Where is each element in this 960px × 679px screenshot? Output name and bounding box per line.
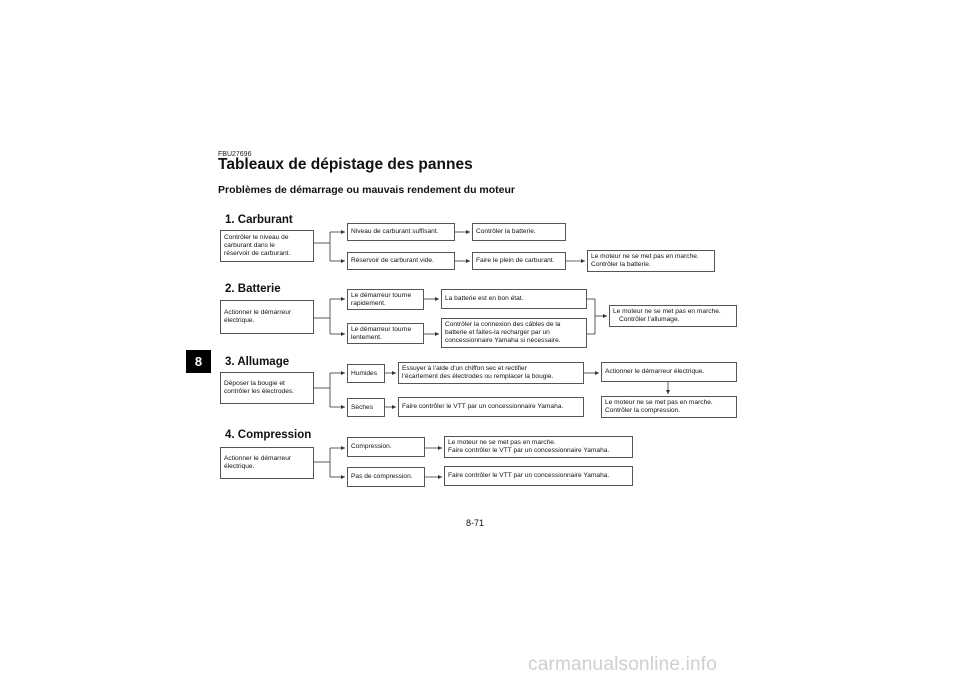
ignition-result-box: Le moteur ne se met pas en marche. Contrôler la compression. <box>601 396 737 418</box>
page-subtitle: Problèmes de démarrage ou mauvais rendement du moteur <box>218 184 516 196</box>
page-title: Tableaux de dépistage des pannes <box>218 156 473 173</box>
starter-slow-box: Le démarreur tourne lentement. <box>347 323 424 344</box>
watermark: carmanualsonline.info <box>528 654 718 675</box>
ignition-start-box: Déposer la bougie et contrôler les électrodes. <box>220 372 314 404</box>
section-heading-ignition: 3. Allumage <box>225 356 290 368</box>
check-battery-box: Contrôler la batterie. <box>472 223 566 241</box>
plug-wet-box: Humides <box>347 364 385 383</box>
no-compression-box: Pas de compression. <box>347 467 425 487</box>
starter-fast-box: Le démarreur tourne rapidement. <box>347 289 424 310</box>
battery-recharge-box: Contrôler la connexion des câbles de la batterie et faites-la recharger par un concessionnaire Yamaha si nécessaire. <box>441 318 587 348</box>
refuel-box: Faire le plein de carburant. <box>472 252 566 270</box>
compression-ok-result-box: Le moteur ne se met pas en marche. Faire contrôler le VTT par un concessionnaire Yamaha. <box>444 436 633 458</box>
chapter-tab: 8 <box>186 350 211 373</box>
battery-ok-box: La batterie est en bon état. <box>441 289 587 309</box>
fuel-result-box: Le moteur ne se met pas en marche. Contrôler la batterie. <box>587 250 715 272</box>
page-number: 8-71 <box>466 518 485 528</box>
no-compression-dealer-box: Faire contrôler le VTT par un concessionnaire Yamaha. <box>444 466 633 486</box>
document-code: FBU27696 <box>218 151 252 158</box>
battery-start-box: Actionner le démarreur électrique. <box>220 300 314 334</box>
plug-dry-box: Sèches <box>347 398 385 417</box>
fuel-start-box: Contrôler le niveau de carburant dans le réservoir de carburant. <box>220 230 314 262</box>
section-heading-compression: 4. Compression <box>225 429 312 441</box>
compression-ok-box: Compression. <box>347 437 425 457</box>
fuel-sufficient-box: Niveau de carburant suffisant. <box>347 223 455 241</box>
clean-plug-box: Essuyer à l’aide d’un chiffon sec et rectifier l’écartement des électrodes ou remplacer la bougie. <box>398 362 584 384</box>
compression-start-box: Actionner le démarreur électrique. <box>220 447 314 479</box>
section-heading-battery: 2. Batterie <box>225 283 281 295</box>
ignition-next-box: Actionner le démarreur électrique. <box>601 362 737 382</box>
ignition-dealer-box: Faire contrôler le VTT par un concessionnaire Yamaha. <box>398 397 584 417</box>
battery-result-box: Le moteur ne se met pas en marche. Contrôler l’allumage. <box>609 305 737 327</box>
section-heading-fuel: 1. Carburant <box>225 214 293 226</box>
fuel-empty-box: Réservoir de carburant vide. <box>347 252 455 270</box>
